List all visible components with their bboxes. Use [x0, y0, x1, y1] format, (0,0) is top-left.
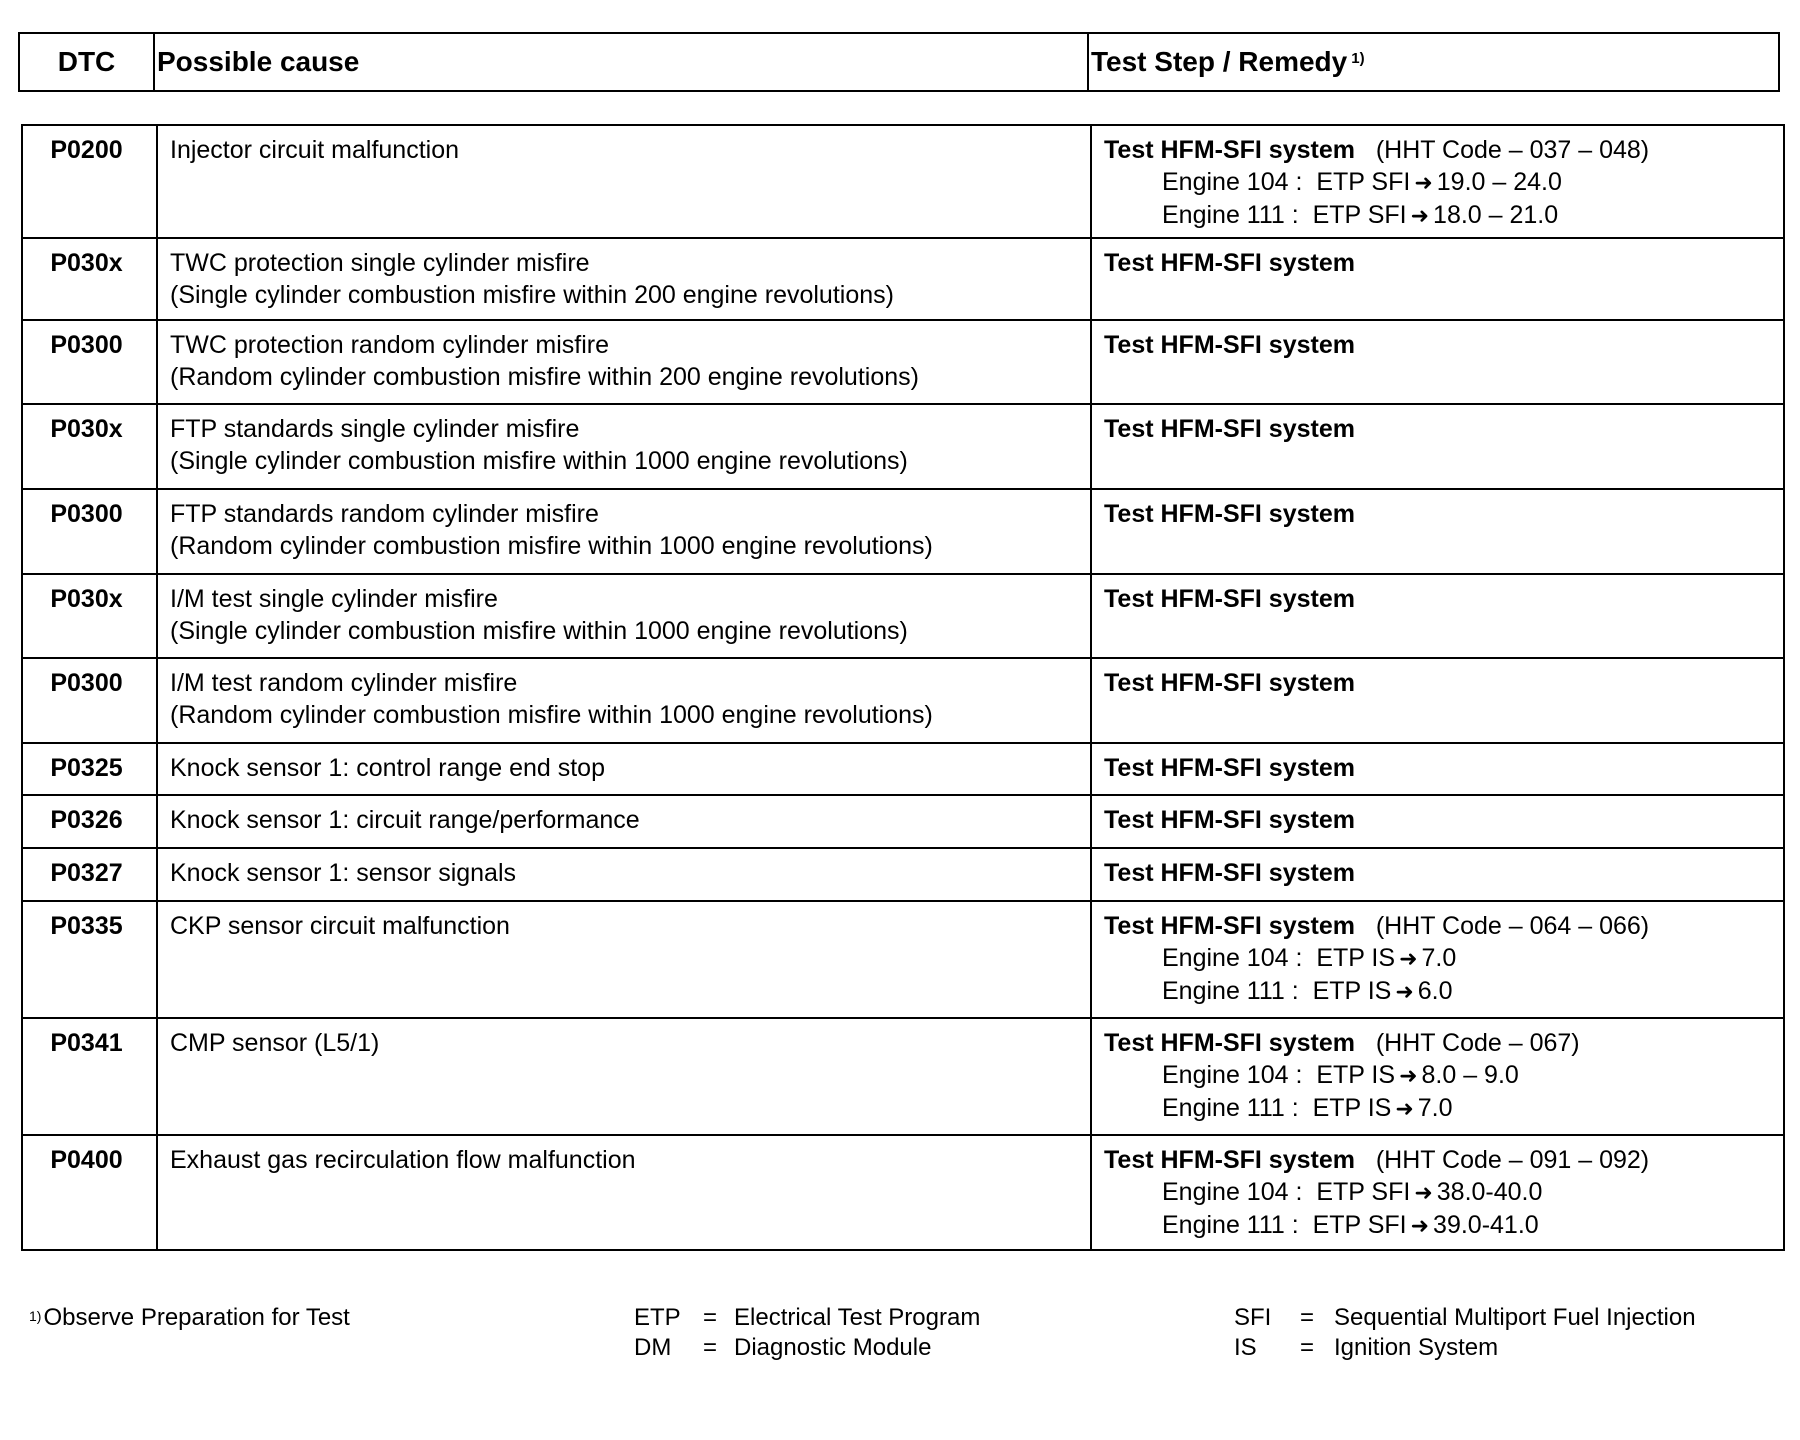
value-range: 7.0: [1421, 944, 1457, 972]
arrow-right-icon: ➜: [1395, 1096, 1414, 1121]
value-range: 8.0 – 9.0: [1421, 1061, 1519, 1089]
test-step: [1091, 795, 1784, 848]
footnote-marker: 1): [29, 1308, 42, 1324]
abbr-eq: =: [703, 1304, 718, 1331]
arrow-right-icon: ➜: [1399, 1063, 1418, 1088]
abbr-etp: [634, 1303, 681, 1333]
arrow-right-icon: ➜: [1410, 1213, 1430, 1238]
dtc-table: [21, 124, 1785, 1251]
test-program: ETP SFI: [1312, 1211, 1407, 1239]
abbr-def: Diagnostic Module: [734, 1334, 932, 1361]
engine-line: [1104, 199, 1773, 232]
cause-line: I/M test single cylinder misfire: [170, 585, 498, 613]
table-row: [22, 901, 1784, 1018]
abbr-dm: DM: [634, 1334, 672, 1361]
abbr-sfi: SFI: [1234, 1304, 1272, 1331]
engine: Engine 111 :: [1162, 1094, 1299, 1122]
possible-cause: [157, 901, 1091, 1018]
test-program: ETP SFI: [1316, 1178, 1411, 1206]
cause-line: (Random cylinder combustion misfire within 1000 engine revolutions): [170, 532, 933, 560]
dtc-code: P0326: [22, 795, 157, 848]
test-step-label: Test HFM-SFI system: [1104, 912, 1355, 940]
test-step: [1091, 848, 1784, 901]
test-program: ETP IS: [1316, 1061, 1396, 1089]
cause-line: FTP standards random cylinder misfire: [170, 500, 599, 528]
table-row: [22, 238, 1784, 320]
hht-code: (HHT Code – 037 – 048): [1375, 136, 1650, 164]
test-step-label: Test HFM-SFI system: [1104, 331, 1355, 359]
engine: Engine 104 :: [1162, 168, 1303, 196]
cause-line: I/M test random cylinder misfire: [170, 669, 518, 697]
engine-line: [1104, 1092, 1773, 1125]
possible-cause: [157, 795, 1091, 848]
engine-line: [1104, 1176, 1773, 1209]
header-dtc: DTC: [20, 34, 155, 90]
dtc-code: P0327: [22, 848, 157, 901]
test-step-label: Test HFM-SFI system: [1104, 806, 1355, 834]
possible-cause: [157, 1018, 1091, 1135]
test-step: [1091, 743, 1784, 795]
possible-cause: [157, 238, 1091, 320]
cause-line: Knock sensor 1: sensor signals: [170, 859, 517, 887]
possible-cause: [157, 125, 1091, 238]
engine: Engine 111 :: [1162, 1211, 1299, 1239]
engine: Engine 104 :: [1162, 1061, 1303, 1089]
cause-line: TWC protection single cylinder misfire: [170, 249, 590, 277]
possible-cause: [157, 320, 1091, 404]
possible-cause: [157, 743, 1091, 795]
header-possible-cause: Possible cause: [155, 34, 1089, 90]
test-step: [1091, 489, 1784, 574]
dtc-code: P0300: [22, 489, 157, 574]
table-row: [22, 743, 1784, 795]
possible-cause: [157, 848, 1091, 901]
test-step-label: Test HFM-SFI system: [1104, 754, 1355, 782]
test-program: ETP IS: [1316, 944, 1396, 972]
dtc-code: P0300: [22, 320, 157, 404]
test-step: [1091, 238, 1784, 320]
table-header: [18, 32, 1780, 92]
cause-line: Knock sensor 1: circuit range/performance: [170, 806, 640, 834]
abbr-def: Sequential Multiport Fuel Injection: [1334, 1304, 1696, 1331]
cause-line: FTP standards single cylinder misfire: [170, 415, 580, 443]
test-step-label: Test HFM-SFI system: [1104, 500, 1355, 528]
test-step-label: Test HFM-SFI system: [1104, 1029, 1355, 1057]
value-range: 19.0 – 24.0: [1436, 168, 1562, 196]
abbr-eq: =: [703, 1334, 718, 1361]
dtc-code: P0400: [22, 1135, 157, 1250]
value-range: 38.0-40.0: [1436, 1178, 1543, 1206]
test-step: [1091, 125, 1784, 238]
table-row: [22, 125, 1784, 238]
hht-code: (HHT Code – 091 – 092): [1375, 1146, 1650, 1174]
dtc-code: P0341: [22, 1018, 157, 1135]
test-step: [1091, 901, 1784, 1018]
engine-line: [1104, 1209, 1773, 1242]
footnote-marker: 1): [1351, 49, 1365, 67]
test-step: [1091, 1135, 1784, 1250]
test-step-label: Test HFM-SFI system: [1104, 1146, 1355, 1174]
table-row: [22, 574, 1784, 658]
test-program: ETP SFI: [1312, 201, 1407, 229]
cause-line: Knock sensor 1: control range end stop: [170, 754, 605, 782]
test-step: [1091, 574, 1784, 658]
value-range: 6.0: [1417, 977, 1453, 1005]
possible-cause: [157, 489, 1091, 574]
test-step-label: Test HFM-SFI system: [1104, 859, 1355, 887]
abbr-is: IS: [1234, 1334, 1257, 1361]
arrow-right-icon: ➜: [1414, 1180, 1433, 1205]
value-range: 18.0 – 21.0: [1433, 201, 1559, 229]
table-row: [22, 795, 1784, 848]
table-row: [22, 489, 1784, 574]
dtc-code: P030x: [22, 404, 157, 489]
footnote-text: Observe Preparation for Test: [43, 1304, 350, 1331]
table-row: [22, 848, 1784, 901]
cause-line: TWC protection random cylinder misfire: [170, 331, 610, 359]
test-step: [1091, 1018, 1784, 1135]
table-row: [22, 404, 1784, 489]
arrow-right-icon: ➜: [1414, 170, 1433, 195]
cause-line: (Single cylinder combustion misfire within 1000 engine revolutions): [170, 447, 908, 475]
possible-cause: [157, 574, 1091, 658]
hht-code: (HHT Code – 064 – 066): [1375, 912, 1650, 940]
engine: Engine 104 :: [1162, 944, 1303, 972]
cause-line: CMP sensor (L5/1): [170, 1029, 380, 1057]
abbr-eq: =: [1300, 1334, 1315, 1361]
engine-line: [1104, 975, 1773, 1008]
engine: Engine 111 :: [1162, 201, 1299, 229]
test-step: [1091, 404, 1784, 489]
dtc-code: P0325: [22, 743, 157, 795]
abbr-def: Ignition System: [1334, 1334, 1499, 1361]
abbr-def: Electrical Test Program: [734, 1304, 981, 1331]
arrow-right-icon: ➜: [1399, 946, 1418, 971]
engine-line: [1104, 1059, 1773, 1092]
table-row: [22, 1135, 1784, 1250]
arrow-right-icon: ➜: [1395, 979, 1414, 1004]
test-program: ETP IS: [1312, 977, 1392, 1005]
test-program: ETP SFI: [1316, 168, 1411, 196]
test-step-label: Test HFM-SFI system: [1104, 669, 1355, 697]
test-step-label: Test HFM-SFI system: [1104, 249, 1355, 277]
cause-line: (Random cylinder combustion misfire within 1000 engine revolutions): [170, 701, 933, 729]
test-step-label: Test HFM-SFI system: [1104, 415, 1355, 443]
test-step-label: Test HFM-SFI system: [1104, 136, 1355, 164]
possible-cause: [157, 1135, 1091, 1250]
arrow-right-icon: ➜: [1410, 203, 1430, 228]
abbr-eq: =: [1300, 1304, 1315, 1331]
engine: Engine 104 :: [1162, 1178, 1303, 1206]
engine: Engine 111 :: [1162, 977, 1299, 1005]
test-step: [1091, 658, 1784, 743]
dtc-code: P0335: [22, 901, 157, 1018]
possible-cause: [157, 404, 1091, 489]
table-row: [22, 658, 1784, 743]
value-range: 7.0: [1417, 1094, 1453, 1122]
dtc-code: P0200: [22, 125, 157, 238]
value-range: 39.0-41.0: [1433, 1211, 1539, 1239]
cause-line: (Random cylinder combustion misfire within 200 engine revolutions): [170, 363, 919, 391]
hht-code: (HHT Code – 067): [1375, 1029, 1580, 1057]
header-test-step: [1089, 34, 1778, 90]
table-row: [22, 320, 1784, 404]
engine-line: [1104, 942, 1773, 975]
cause-line: Injector circuit malfunction: [170, 136, 460, 164]
abbr: ETP: [634, 1304, 681, 1331]
header-test-step-label: Test Step / Remedy: [1091, 46, 1348, 77]
cause-line: (Single cylinder combustion misfire within 200 engine revolutions): [170, 281, 894, 309]
test-step: [1091, 320, 1784, 404]
cause-line: (Single cylinder combustion misfire within 1000 engine revolutions): [170, 617, 908, 645]
dtc-code: P030x: [22, 574, 157, 658]
test-step-label: Test HFM-SFI system: [1104, 585, 1355, 613]
dtc-code: P0300: [22, 658, 157, 743]
test-program: ETP IS: [1312, 1094, 1392, 1122]
engine-line: [1104, 166, 1773, 199]
cause-line: CKP sensor circuit malfunction: [170, 912, 510, 940]
dtc-code: P030x: [22, 238, 157, 320]
table-row: [22, 1018, 1784, 1135]
footnote: [29, 1303, 350, 1333]
cause-line: Exhaust gas recirculation flow malfunction: [170, 1146, 636, 1174]
possible-cause: [157, 658, 1091, 743]
